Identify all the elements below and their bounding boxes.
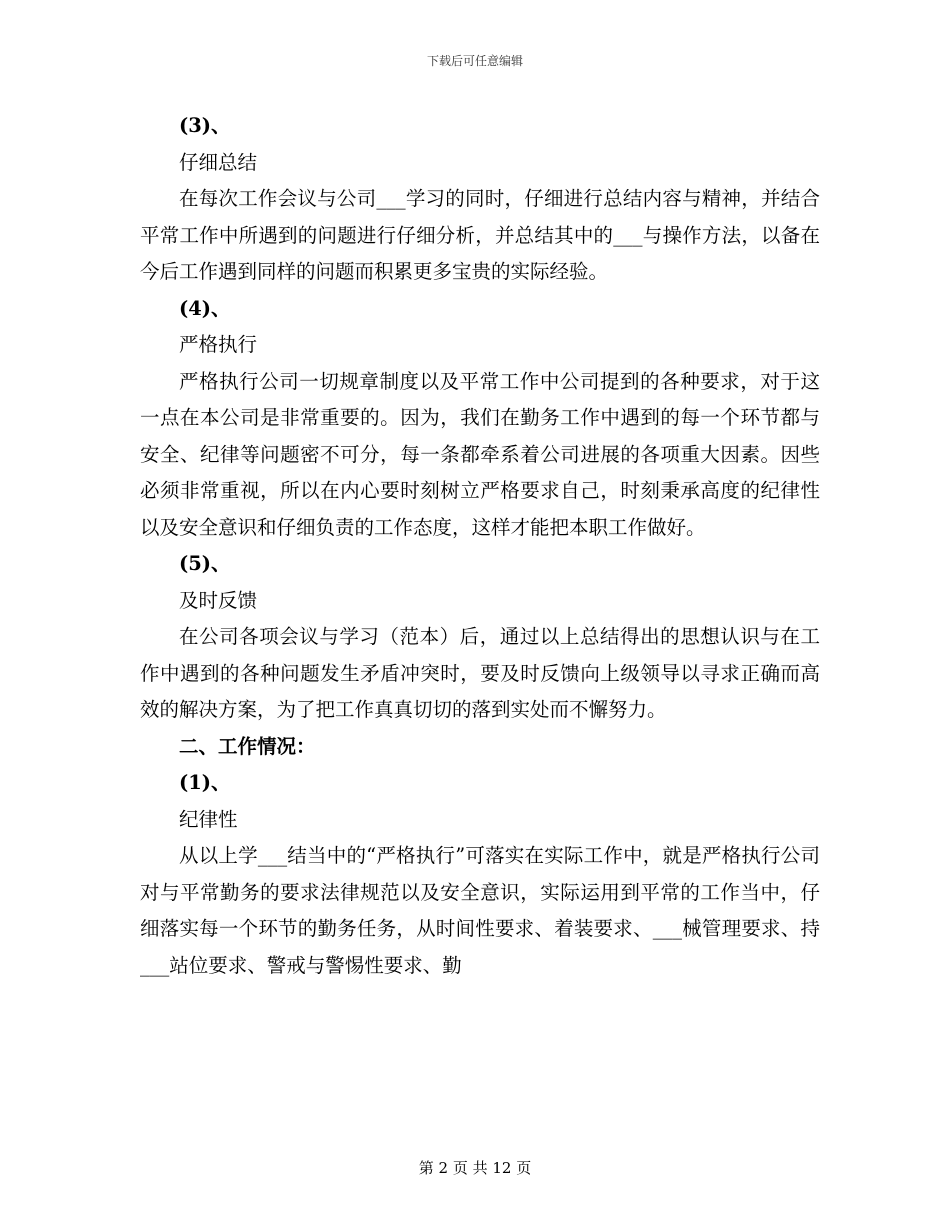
paragraph-strict-execution: 严格执行公司一切规章制度以及平常工作中公司提到的各种要求，对于这一点在本公司是非常重要的。因为，我们在勤务工作中遇到的每一个环节都与安全、纪律等问题密不可分，每一条都牵系着公司进展的各项重大因素。因些必须非常重视，所以在内心要时刻树立严格要求自己，时刻秉承高度的纪律性以及安全意识和仔细负责的工作态度，这样才能把本职工作做好。 — [140, 369, 820, 539]
section-heading-4: (4)、 — [179, 296, 231, 320]
page-header: 下载后可任意编辑 — [426, 54, 523, 68]
paragraph-discipline: 从以上学___结当中的“严格执行”可落实在实际工作中，就是严格执行公司对与平常勤务的要求法律规范以及安全意识，实际运用到平常的工作当中，仔细落实每一个环节的勤务任务，从时间性要求、着装要求、___械管理要求、持___站位要求、警戒与警惕性要求、勤 — [140, 844, 820, 977]
paragraph-timely-feedback: 在公司各项会议与学习（范本）后，通过以上总结得出的思想认识与在工作中遇到的各种问题发生矛盾冲突时，要及时反馈向上级领导以寻求正确而高效的解决方案，为了把工作真真切切的落到实处而不懈努力。 — [140, 625, 820, 721]
subheading-careful-summary: 仔细总结 — [179, 150, 258, 174]
subheading-discipline: 纪律性 — [179, 807, 238, 831]
section-title-work-status: 二、工作情况： — [179, 734, 316, 758]
document-body — [140, 108, 820, 984]
page-footer: 第 2 页 共 12 页 — [418, 1159, 532, 1177]
section-heading-3: (3)、 — [179, 114, 231, 137]
subheading-timely-feedback: 及时反馈 — [179, 588, 258, 612]
section-heading-1: (1)、 — [179, 771, 231, 794]
subheading-strict-execution: 严格执行 — [179, 333, 258, 356]
section-heading-5: (5)、 — [179, 552, 231, 575]
paragraph-summary: 在每次工作会议与公司___学习的同时，仔细进行总结内容与精神，并结合平常工作中所遇到的问题进行仔细分析，并总结其中的___与操作方法，以备在今后工作遇到同样的问题而积累更多宝贵的实际经验。 — [140, 187, 820, 283]
